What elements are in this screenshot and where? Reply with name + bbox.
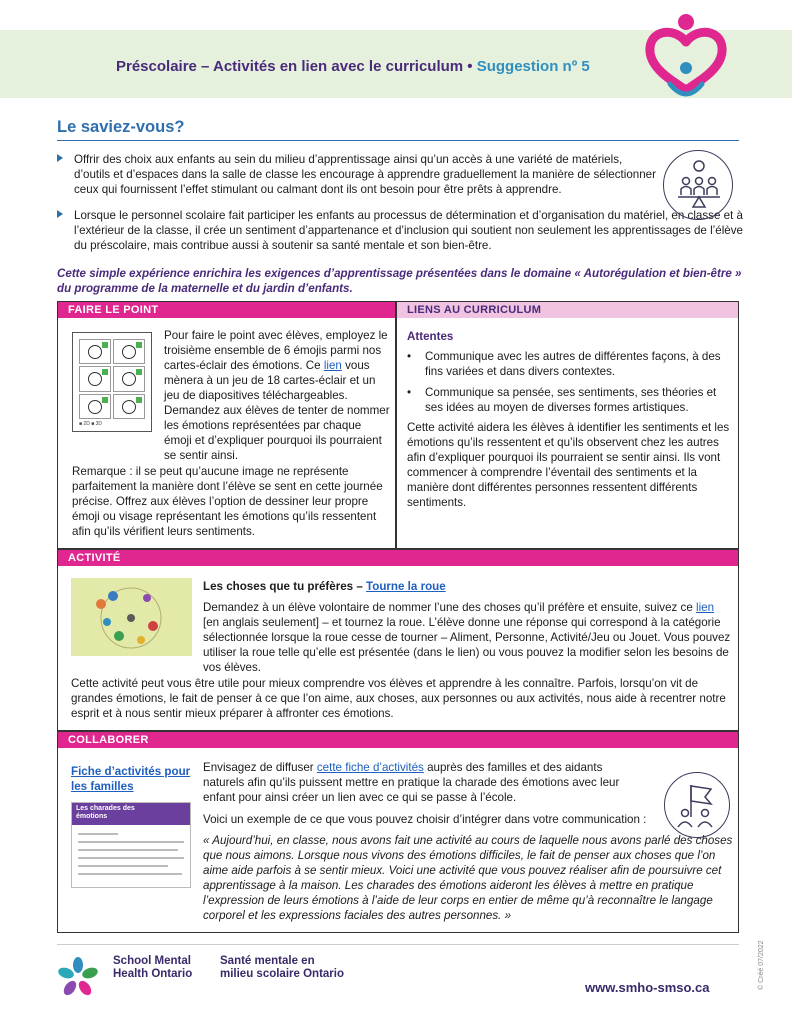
- fiche-thumbnail-image[interactable]: [71, 802, 191, 888]
- attentes-heading: Attentes: [407, 330, 454, 343]
- collaborer-paragraph-2: Voici un exemple de ce que vous pouvez choisir d’intégrer dans votre communication :: [203, 813, 647, 826]
- footer-org-en: School Mental Health Ontario: [113, 955, 193, 980]
- flag-group-icon: [664, 772, 730, 838]
- list-item: Offrir des choix aux enfants au sein du milieu d’apprentissage ainsi qu’un accès à une variété de matériels, d’outils et d’espaces dans la salle de classe les encourage à apprendre graduellement la manière de sélectionner ceux qui fournissent l’effet stimulant ou calmant dont ils ont besoin pour être prêts à apprendre.: [57, 152, 657, 198]
- group-balance-icon: [663, 150, 733, 220]
- heart-people-icon: [634, 12, 738, 108]
- bullet-arrow-icon: [57, 210, 63, 218]
- divider: [57, 140, 739, 141]
- section-heading-saviez: Le saviez-vous?: [57, 118, 185, 136]
- section-activite: [57, 549, 739, 731]
- activity-title: Les choses que tu préfères – Tourne la roue: [203, 580, 446, 593]
- faire-paragraph-2: Demandez aux élèves de tenter de nommer les émotions représentées par chaque émoji et d’expliquer pourquoi ils pourraient se sentir ainsi.: [164, 404, 390, 462]
- activite-paragraph-1: Demandez à un élève volontaire de nommer l’une des choses qu’il préfère et ensuite, suivez ce lien [en anglais seulement] – et tournez la roue. L’élève donne une réponse qui correspond à la catégorie sélectionnée lorsque la roue cesse de tourner – Aliment, Personne, Activité/Jeu ou Jouet. Vous pouvez utiliser la roue telle qu’elle est présentée (dans le lien) ou vous pouvez la modifier selon les besoins de vos élèves.: [203, 601, 731, 674]
- footer-org-fr: Santé mentale en milieu scolaire Ontario: [220, 955, 344, 980]
- list-item: Lorsque le personnel scolaire fait participer les enfants au processus de détermination et d’organisation du matériel, en classe et à l’extérieur de la classe, il crée un sentiment d’appartenance et d’inclusion qui soutient non seulement les apprentissages de l’élève du préscolaire, mais contribue aussi à soutenir sa santé mentale et son bien-être.: [57, 208, 747, 254]
- copyright-note: © Créé 07/2022: [758, 940, 765, 990]
- tourne-la-roue-link[interactable]: Tourne la roue: [366, 580, 446, 593]
- section-bar-activite: ACTIVITÉ: [58, 550, 738, 566]
- fiche-familles-link[interactable]: Fiche d’activités pour les familles: [71, 765, 191, 793]
- section-bar-liens: LIENS AU CURRICULUM: [397, 302, 738, 318]
- list-item: • Communique avec les autres de différentes façons, à des fins variées et dans divers contextes.: [407, 350, 721, 378]
- liens-paragraph: Cette activité aidera les élèves à identifier les sentiments et les émotions qu’ils ressentent et qu’ils observent chez les autres afin d’expliquer pourquoi ils pourraient se sentir ainsi. Ils vont commencer à comprendre l’éventail des sentiments et la manière dont différentes personnes ressentent différents sentiments.: [407, 421, 730, 509]
- section-collaborer: [57, 731, 739, 933]
- collaborer-paragraph-1: Envisagez de diffuser cette fiche d’activités auprès des familles et des aidants naturels afin qu’ils puissent mettre en pratique la charade des émotions avec leur enfant pour ainsi créer un lien avec ce qui se passe à l’école.: [203, 761, 620, 804]
- list-item: • Communique sa pensée, ses sentiments, ses théories et ses idées au moyen de diverses formes artistiques.: [407, 386, 717, 414]
- thumbnail-title: Les charades des émotions: [76, 805, 135, 820]
- website-link[interactable]: www.smho-smso.ca: [585, 980, 710, 995]
- fiche-activites-link[interactable]: cette fiche d’activités: [316, 761, 424, 774]
- page-title: Préscolaire – Activités en lien avec le curriculum • Suggestion nº 5: [116, 58, 590, 75]
- section-liens-curriculum: [396, 301, 739, 549]
- intro-statement: Cette simple expérience enrichira les exigences d’apprentissage présentées dans le domaine « Autorégulation et bien-être » du programme de la maternelle et du jardin d’enfants.: [57, 267, 742, 295]
- emoji-flashcards-image: [72, 332, 152, 432]
- section-faire-le-point: [57, 301, 396, 549]
- bullet-arrow-icon: [57, 154, 63, 162]
- footer-divider: [57, 944, 739, 945]
- collaborer-quote: « Aujourd’hui, en classe, nous avons fait une activité au cours de laquelle nous avons parlé des choses que nous aimons. Lorsque nous vivons des émotions difficiles, le fait de penser aux choses que l’on aime aide parfois à se sentir mieux. Voici une activité que vous pouvez réaliser afin de poursuivre cet apprentissage à la maison. Les charades des émotions aideront les élèves à mettre en pratique l’expression de leurs émotions à l’aide de leur corps en entier de même qu’à reconnaître le langage corporel et les expressions faciales des autres personnes. »: [203, 834, 733, 922]
- flashcards-link[interactable]: lien: [323, 359, 342, 372]
- flower-logo-icon: [57, 956, 99, 998]
- activite-paragraph-2: Cette activité peut vous être utile pour mieux comprendre vos élèves et apprendre à les connaître. Parfois, lorsqu’on vit de grandes émotions, le fait de penser à ce que l’on aime, aux choses, aux personnes ou aux activités, nous aide à recentrer notre esprit et à nous sentir mieux préparer à affronter ces émotions.: [71, 677, 726, 720]
- faire-paragraph-3: Remarque : il se peut qu’aucune image ne représente parfaitement la manière dont l’élève se sent en cette journée précise. Offrez aux élèves l’option de dessiner leur propre émoji ou visage représentant les émotions qu’ils ressentent afin qu’ils vérifient leurs sentiments.: [72, 465, 383, 538]
- wheel-link[interactable]: lien: [696, 601, 715, 614]
- section-bar-faire: FAIRE LE POINT: [58, 302, 395, 318]
- card-footer: ■ 2D ■ 3D: [79, 421, 102, 427]
- spin-wheel-image: [71, 578, 192, 656]
- faire-paragraph-1: Pour faire le point avec élèves, employez le troisième ensemble de 6 émojis parmi nos cartes-éclair des émotions. Ce lien vous mènera à un jeu de 18 cartes-éclair et un jeu de diapositives téléchargeables.: [164, 329, 388, 402]
- section-bar-collaborer: COLLABORER: [58, 732, 738, 748]
